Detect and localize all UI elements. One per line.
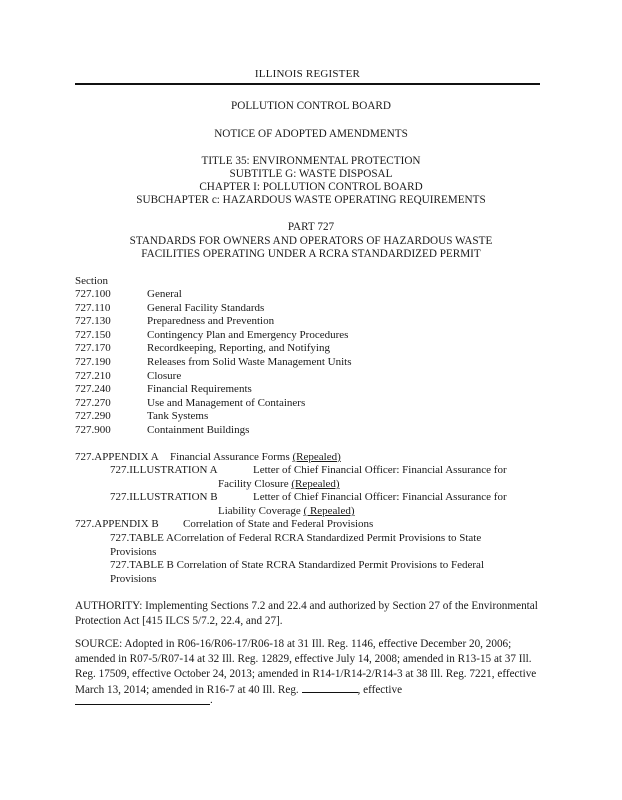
appendix-a-title-text: Financial Assurance Forms	[170, 451, 290, 463]
section-title: Contingency Plan and Emergency Procedures	[147, 329, 349, 341]
part-title-line-2: FACILITIES OPERATING UNDER A RCRA STANDARDIZED PERMIT	[141, 248, 481, 260]
illustration-b-status: ( Repealed)	[303, 505, 355, 517]
effective-date-blank	[75, 704, 210, 705]
section-title: Closure	[147, 370, 182, 382]
section-title: Recordkeeping, Reporting, and Notifying	[147, 342, 330, 354]
terminal-period: .	[210, 694, 213, 706]
register-header: ILLINOIS REGISTER	[254, 68, 361, 80]
illustration-a-line-1: Letter of Chief Financial Officer: Financial Assurance for	[253, 464, 507, 476]
section-title: Preparedness and Prevention	[147, 315, 275, 327]
section-number: 727.110	[75, 302, 111, 314]
appendix-a-label: 727.APPENDIX A	[75, 451, 159, 463]
table-a-line-1: 727.TABLE ACorrelation of Federal RCRA Standardized Permit Provisions to State	[110, 532, 482, 544]
authority-paragraph: AUTHORITY: Implementing Sections 7.2 and 22.4 and authorized by Section 27 of the Environmental Protection Act [415 ILCS 5/7.2, 22.4, and 27].	[75, 600, 538, 627]
illustration-b-label: 727.ILLUSTRATION B	[110, 491, 218, 503]
table-a-line-2: Provisions	[110, 546, 157, 558]
appendix-a-status: (Repealed)	[292, 451, 341, 463]
table-b-line-1: 727.TABLE B Correlation of State RCRA Standardized Permit Provisions to Federal	[110, 559, 484, 571]
section-title: Use and Management of Containers	[147, 397, 306, 409]
appendix-b-label: 727.APPENDIX B	[75, 518, 159, 530]
subtitle-line: SUBTITLE G: WASTE DISPOSAL	[229, 168, 393, 180]
appendix-b-title: Correlation of State and Federal Provisions	[183, 518, 374, 530]
section-number: 727.210	[75, 370, 111, 382]
section-number: 727.240	[75, 383, 111, 395]
subchapter-line: SUBCHAPTER c: HAZARDOUS WASTE OPERATING REQUIREMENTS	[136, 194, 486, 206]
section-number: 727.190	[75, 356, 111, 368]
board-name: POLLUTION CONTROL BOARD	[231, 100, 391, 112]
section-title: Financial Requirements	[147, 383, 252, 395]
table-b-line-2: Provisions	[110, 573, 157, 585]
source-effective: , effective	[357, 684, 403, 696]
illustration-a-line-2-text: Facility Closure	[218, 478, 289, 490]
chapter-line: CHAPTER I: POLLUTION CONTROL BOARD	[199, 181, 423, 193]
illustration-a-label: 727.ILLUSTRATION A	[110, 464, 218, 476]
section-number: 727.900	[75, 424, 111, 436]
notice-title: NOTICE OF ADOPTED AMENDMENTS	[214, 128, 408, 140]
section-title: General Facility Standards	[147, 302, 265, 314]
section-title: Tank Systems	[147, 410, 209, 422]
illustration-a-status: (Repealed)	[291, 478, 340, 490]
appendix-a-title	[170, 451, 341, 463]
section-number: 727.100	[75, 288, 111, 300]
illustration-a-line-2	[218, 478, 340, 490]
title-line: TITLE 35: ENVIRONMENTAL PROTECTION	[201, 155, 421, 167]
header-rule	[75, 83, 540, 85]
section-number: 727.270	[75, 397, 111, 409]
illustration-b-line-1: Letter of Chief Financial Officer: Financial Assurance for	[253, 491, 507, 503]
section-title: General	[147, 288, 182, 300]
illustration-b-line-2	[218, 505, 355, 517]
section-label: Section	[75, 275, 108, 287]
section-title: Releases from Solid Waste Management Units	[147, 356, 352, 368]
section-number: 727.150	[75, 329, 111, 341]
register-page-blank	[302, 682, 358, 693]
section-number: 727.290	[75, 410, 111, 422]
illustration-b-line-2-text: Liability Coverage	[218, 505, 301, 517]
part-title-line-1: STANDARDS FOR OWNERS AND OPERATORS OF HAZARDOUS WASTE	[129, 235, 493, 247]
source-paragraph	[75, 637, 545, 698]
section-number: 727.130	[75, 315, 111, 327]
part-number: PART 727	[287, 221, 335, 233]
section-number: 727.170	[75, 342, 111, 354]
section-title: Containment Buildings	[147, 424, 250, 436]
source-text: SOURCE: Adopted in R06-16/R06-17/R06-18 at 31 Ill. Reg. 1146, effective December 20, 2006; amended in R07-5/R07-14 at 32 Ill. Reg. 12829, effective July 14, 2008; amended in R13-15 at 37 Ill. Reg. 17509, effective October 24, 2013; amended in R14-1/R14-2/R14-3 at 38 Ill. Reg. 7221, effective March 13, 2014; amended in R16-7 at 40 Ill. Reg.	[75, 638, 537, 696]
